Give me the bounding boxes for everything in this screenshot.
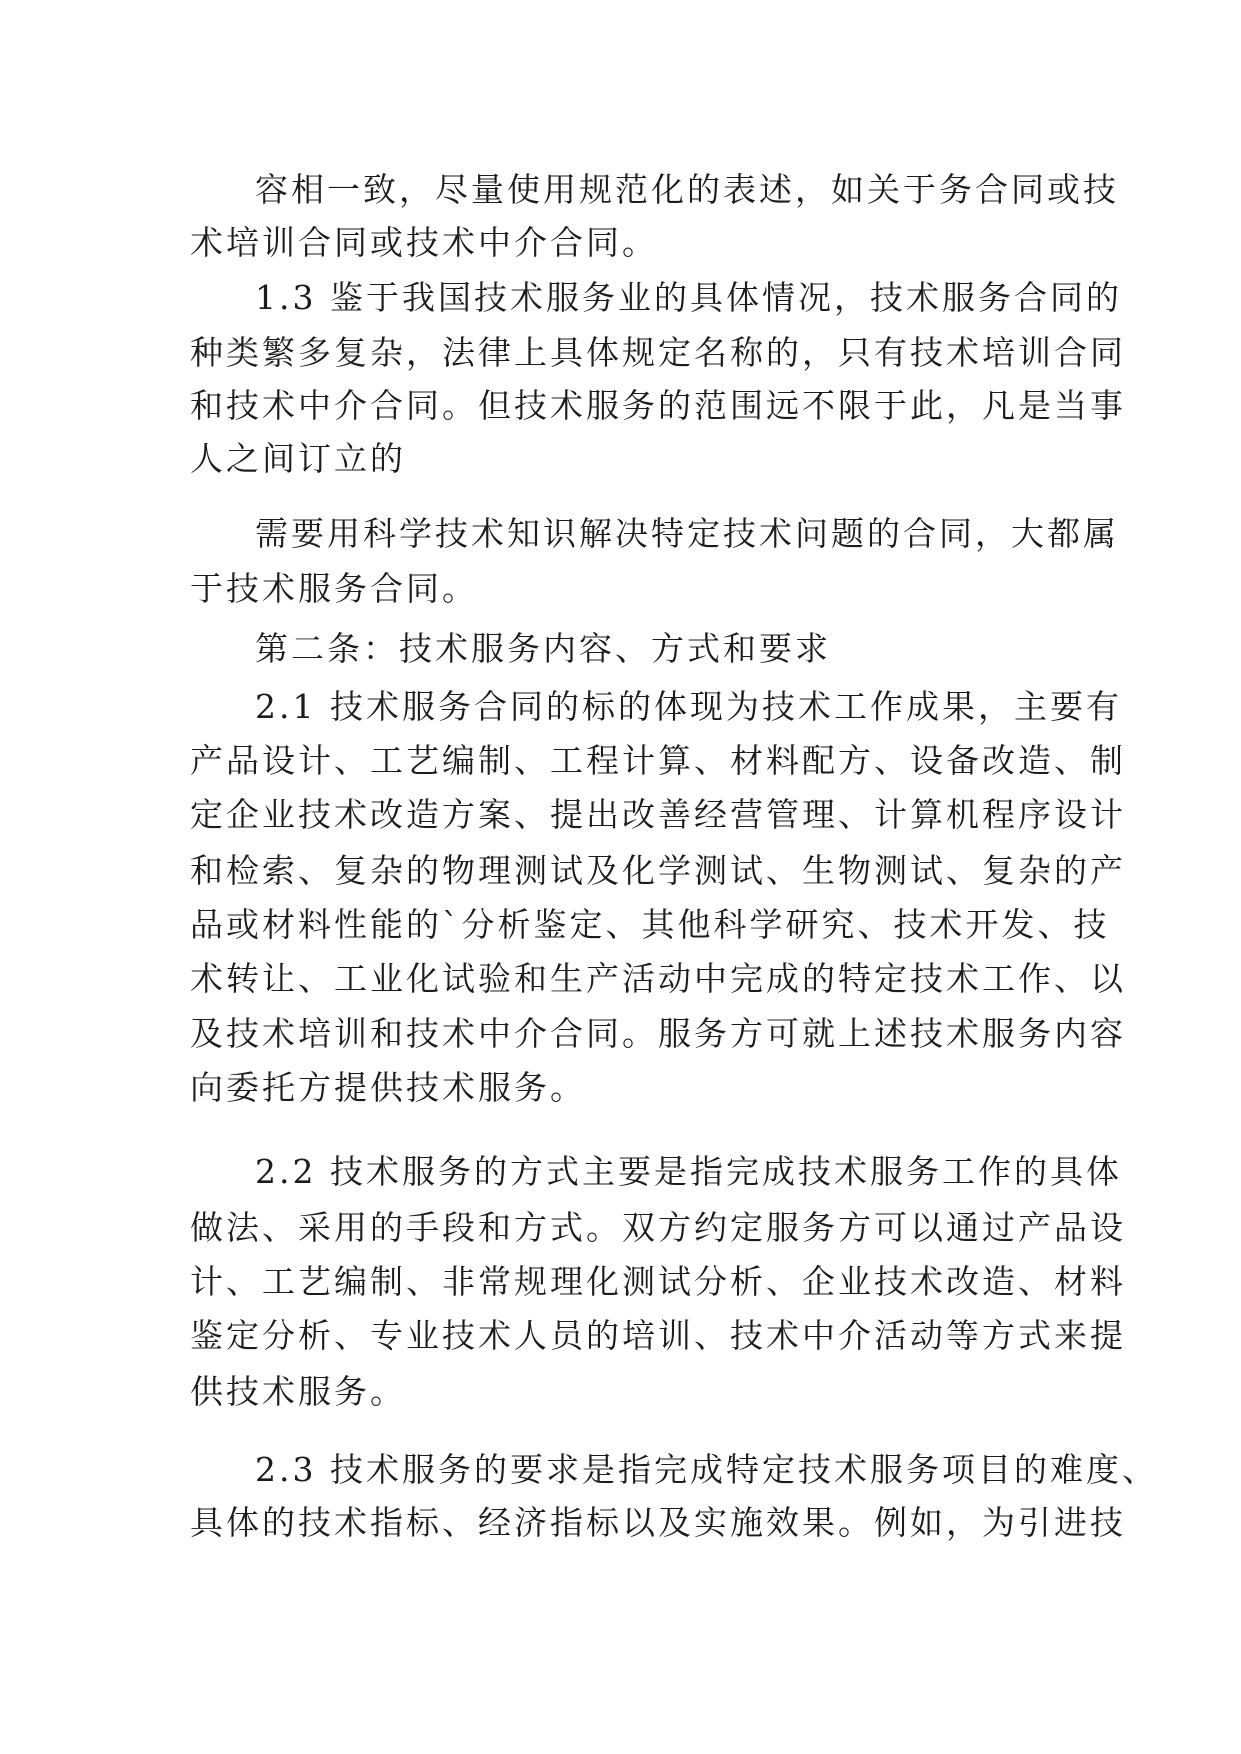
section-heading: 第二条：技术服务内容、方式和要求 [255,629,831,668]
text-line: 向委托方提供技术服务。 [190,1068,586,1107]
text-line: 于技术服务合同。 [190,569,478,608]
text-line: 鉴定分析、专业技术人员的培训、技术中介活动等方式来提 [190,1316,1126,1355]
text-line: 做法、采用的手段和方式。双方约定服务方可以通过产品设 [190,1208,1126,1247]
text-line: 2.1 技术服务合同的标的体现为技术工作成果，主要有 [255,687,1122,726]
text-line: 计、工艺编制、非常规理化测试分析、企业技术改造、材料 [190,1262,1126,1301]
text-line: 术转让、工业化试验和生产活动中完成的特定技术工作、以 [190,959,1126,998]
text-line: 1.3 鉴于我国技术服务业的具体情况，技术服务合同的 [255,278,1122,317]
text-line: 和技术中介合同。但技术服务的范围远不限于此，凡是当事 [190,386,1126,425]
text-line: 定企业技术改造方案、提出改善经营管理、计算机程序设计 [190,795,1126,834]
text-line: 及技术培训和技术中介合同。服务方可就上述技术服务内容 [190,1014,1126,1053]
text-line: 和检索、复杂的物理测试及化学测试、生物测试、复杂的产 [190,851,1126,890]
text-line: 供技术服务。 [190,1372,406,1411]
text-line: 容相一致，尽量使用规范化的表述，如关于务合同或技 [255,170,1119,209]
text-line: 术培训合同或技术中介合同。 [190,223,658,262]
text-line: 品或材料性能的`分析鉴定、其他科学研究、技术开发、技 [190,905,1110,944]
text-line: 种类繁多复杂，法律上具体规定名称的，只有技术培训合同 [190,333,1126,372]
text-line: 需要用科学技术知识解决特定技术问题的合同，大都属 [255,514,1119,553]
text-line: 具体的技术指标、经济指标以及实施效果。例如，为引进技 [190,1503,1126,1542]
text-line: 人之间订立的 [190,439,406,478]
text-line: 产品设计、工艺编制、工程计算、材料配方、设备改造、制 [190,741,1126,780]
text-line: 2.2 技术服务的方式主要是指完成技术服务工作的具体 [255,1152,1122,1191]
text-line: 2.3 技术服务的要求是指完成特定技术服务项目的难度、 [255,1450,1158,1489]
